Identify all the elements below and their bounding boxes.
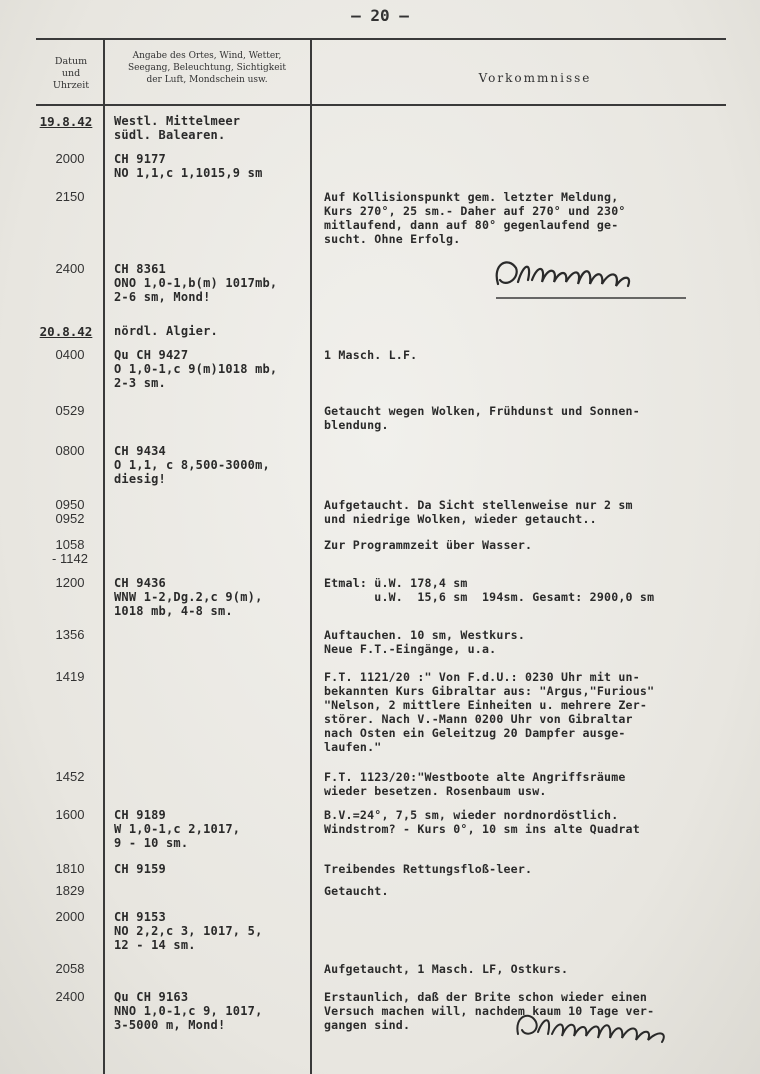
entry-time: 2400 — [55, 989, 85, 1004]
entry-time: 0950 0952 — [55, 497, 85, 526]
entry-place-weather: CH 9434 O 1,1, c 8,500-3000m, diesig! — [114, 444, 270, 486]
entry-time: 0800 — [55, 443, 85, 458]
column-divider-1 — [103, 38, 105, 1074]
entry-time: 2150 — [55, 189, 85, 204]
entry-event: Getaucht wegen Wolken, Frühdunst und Sonnen- blendung. — [324, 404, 640, 432]
entry-date: 19.8.42 — [39, 114, 93, 129]
entry-time: 2058 — [55, 961, 85, 976]
entry-place-weather: Westl. Mittelmeer südl. Balearen. — [114, 114, 241, 142]
entry-place-weather: CH 9159 — [114, 862, 166, 876]
entry-place-weather: CH 9189 W 1,0-1,c 2,1017, 9 - 10 sm. — [114, 808, 241, 850]
entry-time: 0529 — [55, 403, 85, 418]
entry-event: 1 Masch. L.F. — [324, 348, 418, 362]
entry-place-weather: CH 9436 WNW 1-2,Dg.2,c 9(m), 1018 mb, 4-8 sm. — [114, 576, 263, 618]
header-bottom-rule — [36, 104, 726, 106]
header-datum: Datum und Uhrzeit — [52, 56, 90, 91]
entry-time: 1058 - 1142 — [52, 537, 88, 566]
entry-time: 2000 — [55, 909, 85, 924]
entry-event: B.V.=24°, 7,5 sm, wieder nordnordöstlich. Windstrom? - Kurs 0°, 10 sm ins alte Quadrat — [324, 808, 640, 836]
entry-time: 1356 — [55, 627, 85, 642]
entry-event: F.T. 1121/20 :" Von F.d.U.: 0230 Uhr mit un- bekannten Kurs Gibraltar aus: "Argus,"Furious" "Nelson, 2 mittlere Einheiten u. mehrere Zer- störer. Nach V.-Mann 0200 Uhr von Gibraltar nach Osten ein Geleitzug 20 Dampfer ausge- laufen." — [324, 670, 655, 754]
signature-mark-bottom — [512, 1006, 692, 1046]
entry-time: 1810 — [55, 861, 85, 876]
signature-mark — [488, 244, 688, 304]
entry-event: Treibendes Rettungsfloß-leer. — [324, 862, 533, 876]
entry-place-weather: nördl. Algier. — [114, 324, 218, 338]
entry-time: 2000 — [55, 151, 85, 166]
table-top-rule — [36, 38, 726, 40]
entry-event: Aufgetaucht, 1 Masch. LF, Ostkurs. — [324, 962, 569, 976]
entry-time: 1200 — [55, 575, 85, 590]
entry-place-weather: CH 9153 NO 2,2,c 3, 1017, 5, 12 - 14 sm. — [114, 910, 263, 952]
entry-time: 1600 — [55, 807, 85, 822]
header-ort-wetter: Angabe des Ortes, Wind, Wetter, Seegang, Beleuchtung, Sichtigkeit der Luft, Mondschein usw. — [127, 51, 287, 85]
entry-event: Getaucht. — [324, 884, 389, 898]
entry-date: 20.8.42 — [39, 324, 93, 339]
entry-event: Erstaunlich, daß der Brite schon wieder einen Versuch machen will, nachdem kaum 10 Tage ver- gangen sind. — [324, 990, 655, 1032]
entry-event: Zur Programmzeit über Wasser. — [324, 538, 533, 552]
page-number: – 20 – — [351, 6, 409, 25]
entry-event: Auftauchen. 10 sm, Westkurs. Neue F.T.-Eingänge, u.a. — [324, 628, 526, 656]
entry-place-weather: Qu CH 9427 O 1,0-1,c 9(m)1018 mb, 2-3 sm. — [114, 348, 278, 390]
entry-time: 1452 — [55, 769, 85, 784]
entry-time: 0400 — [55, 347, 85, 362]
entry-place-weather: CH 9177 NO 1,1,c 1,1015,9 sm — [114, 152, 263, 180]
entry-event: Aufgetaucht. Da Sicht stellenweise nur 2 sm und niedrige Wolken, wieder getaucht.. — [324, 498, 633, 526]
entry-time: 1829 — [55, 883, 85, 898]
column-divider-2 — [310, 38, 312, 1074]
entry-event: Auf Kollisionspunkt gem. letzter Meldung, Kurs 270°, 25 sm.- Daher auf 270° und 230° mitlaufend, dann auf 80° gegenlaufend ge- sucht. Ohne Erfolg. — [324, 190, 626, 246]
entry-time: 1419 — [55, 669, 85, 684]
entry-time: 2400 — [55, 261, 85, 276]
entry-event: Etmal: ü.W. 178,4 sm u.W. 15,6 sm 194sm. Gesamt: 2900,0 sm — [324, 576, 655, 604]
header-vorkommnisse: Vorkommnisse — [478, 71, 592, 85]
entry-place-weather: Qu CH 9163 NNO 1,0-1,c 9, 1017, 3-5000 m, Mond! — [114, 990, 263, 1032]
entry-event: F.T. 1123/20:"Westboote alte Angriffsräume wieder besetzen. Rosenbaum usw. — [324, 770, 626, 798]
entry-place-weather: CH 8361 ONO 1,0-1,b(m) 1017mb, 2-6 sm, Mond! — [114, 262, 278, 304]
